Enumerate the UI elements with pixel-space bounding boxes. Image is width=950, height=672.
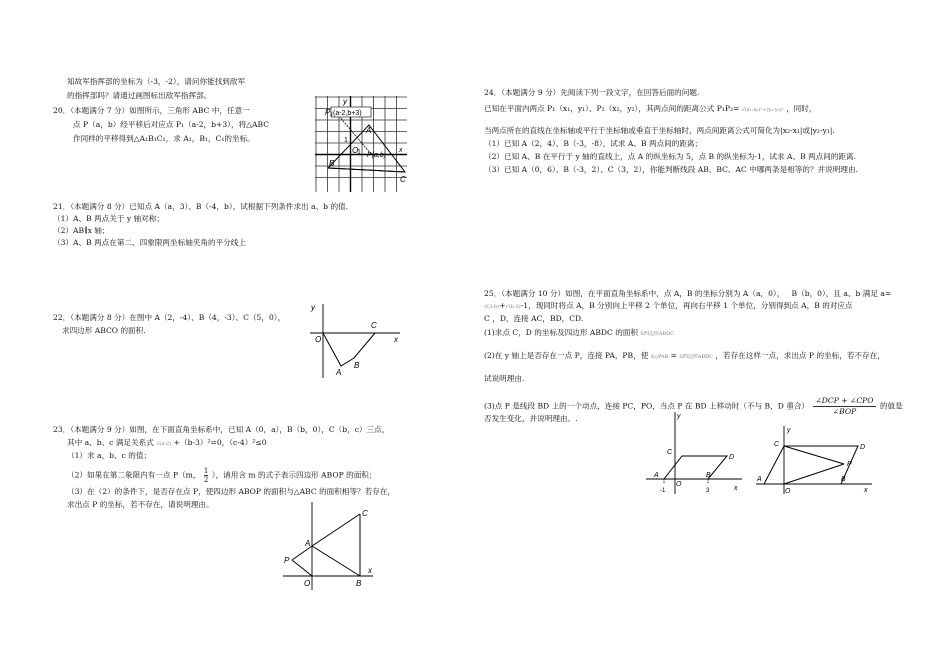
label-c: C xyxy=(371,321,377,330)
label-1-y: 1 xyxy=(344,137,348,144)
parallelogram-abdc xyxy=(664,456,727,479)
label-b: B xyxy=(356,579,362,588)
q24-line1: 24．（本题满分 9 分）先阅读下列一段文字，在回答后面的问题. xyxy=(484,88,700,97)
label-b: B xyxy=(706,472,711,479)
q24-line2: 已知在平面内两点 P₁（x₁，y₁）、P₂（x₂，y₂），其两点间的距离公式 P₁P₂= √(x₁-x₂)²+(y₁-y₂)² ，同时， xyxy=(484,104,817,113)
q25-line8: 否发生变化，并说明理由。. xyxy=(484,414,578,423)
q23-line3: （1）求 a、b、c 的值； xyxy=(67,451,152,460)
distance-formula: √(x₁-x₂)²+(y₁-y₂)² xyxy=(741,107,784,113)
q25-line7: (3)点 P 是线段 BD 上的一个动点，连接 PC，PO，当点 P 在 BD 上移动时（不与 B，D 重合） ∠DCP + ∠CPO ∠BOP 的值是 xyxy=(484,396,903,416)
segment-cp xyxy=(784,446,844,464)
label-p: P xyxy=(847,461,852,468)
q21-line1: 21．（本题满分 8 分）已知点 A（a，3）、B（-4，b），试根据下列条件求出 a、b 的值. xyxy=(53,202,349,211)
label-a: A xyxy=(336,368,342,377)
q21-line3: （2）AB∥x 轴； xyxy=(53,226,110,235)
q19-tail-line2: 的指挥部吗？请通过画图标出敌军指挥部。 xyxy=(67,91,212,100)
label-o: O xyxy=(304,579,311,588)
q25-line5: (2)在 y 轴上是否存在一点 P，连接 PA，PB，使 S△PAB = S四边形ABDC ，若存在这样一点，求出点 P 的坐标，若不存在， xyxy=(484,351,885,360)
label-y: y xyxy=(677,413,681,420)
q23-figure xyxy=(283,500,373,592)
label-x: x xyxy=(368,566,372,575)
q25-line2: √(3-b)+√(b-3)-1，现同时将点 A，B 分别向上平移 2 个单位，再向右平移 1 个单位，分别得到点 A，B 的对应点 xyxy=(484,301,853,310)
q20-grid-figure xyxy=(315,96,407,192)
q20-line3: 作同样的平移得到△A₁B₁C₁，求 A₁，B₁，C₁的坐标。 xyxy=(73,134,255,143)
label-b: B xyxy=(354,361,360,370)
q21-line2: （1）A、B 两点关于 y 轴对称； xyxy=(53,214,164,223)
quadrilateral-abco xyxy=(323,333,375,366)
q20-line2: 点 P（a，b）经平移后对应点 P₁（a-2，b+3），将△ABC xyxy=(73,120,270,129)
label-a: A xyxy=(366,126,372,135)
q25-line6: 试说明理由. xyxy=(484,374,525,383)
label-c: C xyxy=(667,449,673,456)
q20-line1: 20．（本题满分 7 分）如图所示，三角形 ABC 中，任意一 xyxy=(53,106,250,115)
label-y: y xyxy=(311,303,315,312)
label-c: C xyxy=(774,441,780,448)
label-d: D xyxy=(729,454,735,461)
q22-line2: 求四边形 ABCO 的面积. xyxy=(62,326,146,335)
label-o: O xyxy=(315,335,322,344)
label-y: y xyxy=(343,97,347,106)
q25-figure-1 xyxy=(646,410,742,496)
q23-line6: 求出点 P 的坐标，若不存在，请说明理由。 xyxy=(67,500,214,509)
label-o: O xyxy=(676,481,682,488)
q22-figure xyxy=(308,300,403,380)
q24-line3: 当两点所在的直线在坐标轴或平行于坐标轴或垂直于坐标轴时，两点间距离公式可简化为|x₂-x₁|或|y₂-y₁|. xyxy=(484,126,835,135)
q25-line1: 25．（本题满分 10 分）如图，在平面直角坐标系中，点 A，B 的坐标分别为 A（a，0）， B（b，0），且 a、b 满足 a= xyxy=(484,289,892,298)
q25-line4: (1)求点 C，D 的坐标及四边形 ABDC 的面积 S四边形ABDC xyxy=(484,328,674,337)
q19-tail-line1: 知故军指挥部的坐标为（-3，-2），请问你能找到敌军 xyxy=(67,77,246,86)
label-y: y xyxy=(787,427,791,434)
label-a: A xyxy=(757,476,762,483)
label-p: P xyxy=(284,556,290,565)
label-a: A xyxy=(305,539,311,548)
q23-line1: 23．（本题满分 9 分）如图，在下面直角坐标系中，已知 A（0，a），B（b，0），C（b，c）三点， xyxy=(53,425,390,434)
q25-figure-2 xyxy=(756,424,872,496)
label-c: C xyxy=(362,509,368,518)
label-a: A xyxy=(654,472,659,479)
label-x: x xyxy=(864,487,868,494)
label-1-x: 1 xyxy=(357,149,361,156)
label-c: C xyxy=(400,175,406,184)
segment-po xyxy=(292,560,312,576)
label-o: O xyxy=(785,488,791,495)
label-p1-coord: (a-2,b+3) xyxy=(333,110,362,117)
q23-line2: 其中 a、b、c 满足关系式 √(a-2) +（b-3）²=0，（c-4）²≤0 xyxy=(67,438,267,447)
q23-line5: （3）在（2）的条件下，是否存在点 P，使四边形 ABOP 的面积与△ABC 的面积相等？若存在， xyxy=(67,487,396,496)
q24-line6: （3）已知 A（0，6）、B（-3，2）、C（3，2），你能判断线段 AB、BC、AC 中哪两条是相等的？并说明理由. xyxy=(484,165,858,174)
segment-pa xyxy=(292,546,312,560)
label-p1: P₁ xyxy=(325,108,333,117)
q23-line4: （2）如果在第二象限内有一点 P（m， $\frac{1}{2}$ ），请用含 m 的式子表示四边形 ABOP 的面积； xyxy=(67,467,377,484)
label-x: x xyxy=(399,147,403,154)
label-p: P(a,b) xyxy=(367,152,387,159)
segment-po xyxy=(784,464,844,484)
label-d: D xyxy=(860,444,866,451)
label-x: x xyxy=(394,335,398,344)
label-x: x xyxy=(734,485,738,492)
q24-line5: （2）已知 A、B 在平行于 y 轴的直线上，点 A 的纵坐标为 5，点 B 的纵坐标为-1，试求 A、B 两点间的距离. xyxy=(484,152,857,161)
q24-line4: （1）已知 A（2，4）、B（-3，-8），试求 A、B 两点间的距离； xyxy=(484,139,703,148)
label-minus-1: -1 xyxy=(660,488,666,494)
q22-line1: 22．（本题满分 8 分）在图中 A（2，-4）、B（4，-3）、C（5，0）， xyxy=(53,313,286,322)
label-b: B xyxy=(329,159,335,168)
label-b: B xyxy=(841,476,846,483)
sqrt-expression: √(a-2) xyxy=(156,441,172,447)
label-3: 3 xyxy=(706,488,710,494)
q21-line4: （3）A、B 两点在第二、四象限两坐标轴夹角的平分线上 xyxy=(53,238,246,247)
label-o: O xyxy=(352,146,359,155)
q25-line3: C ，D，连接 AC，BD，CD. xyxy=(484,314,584,323)
